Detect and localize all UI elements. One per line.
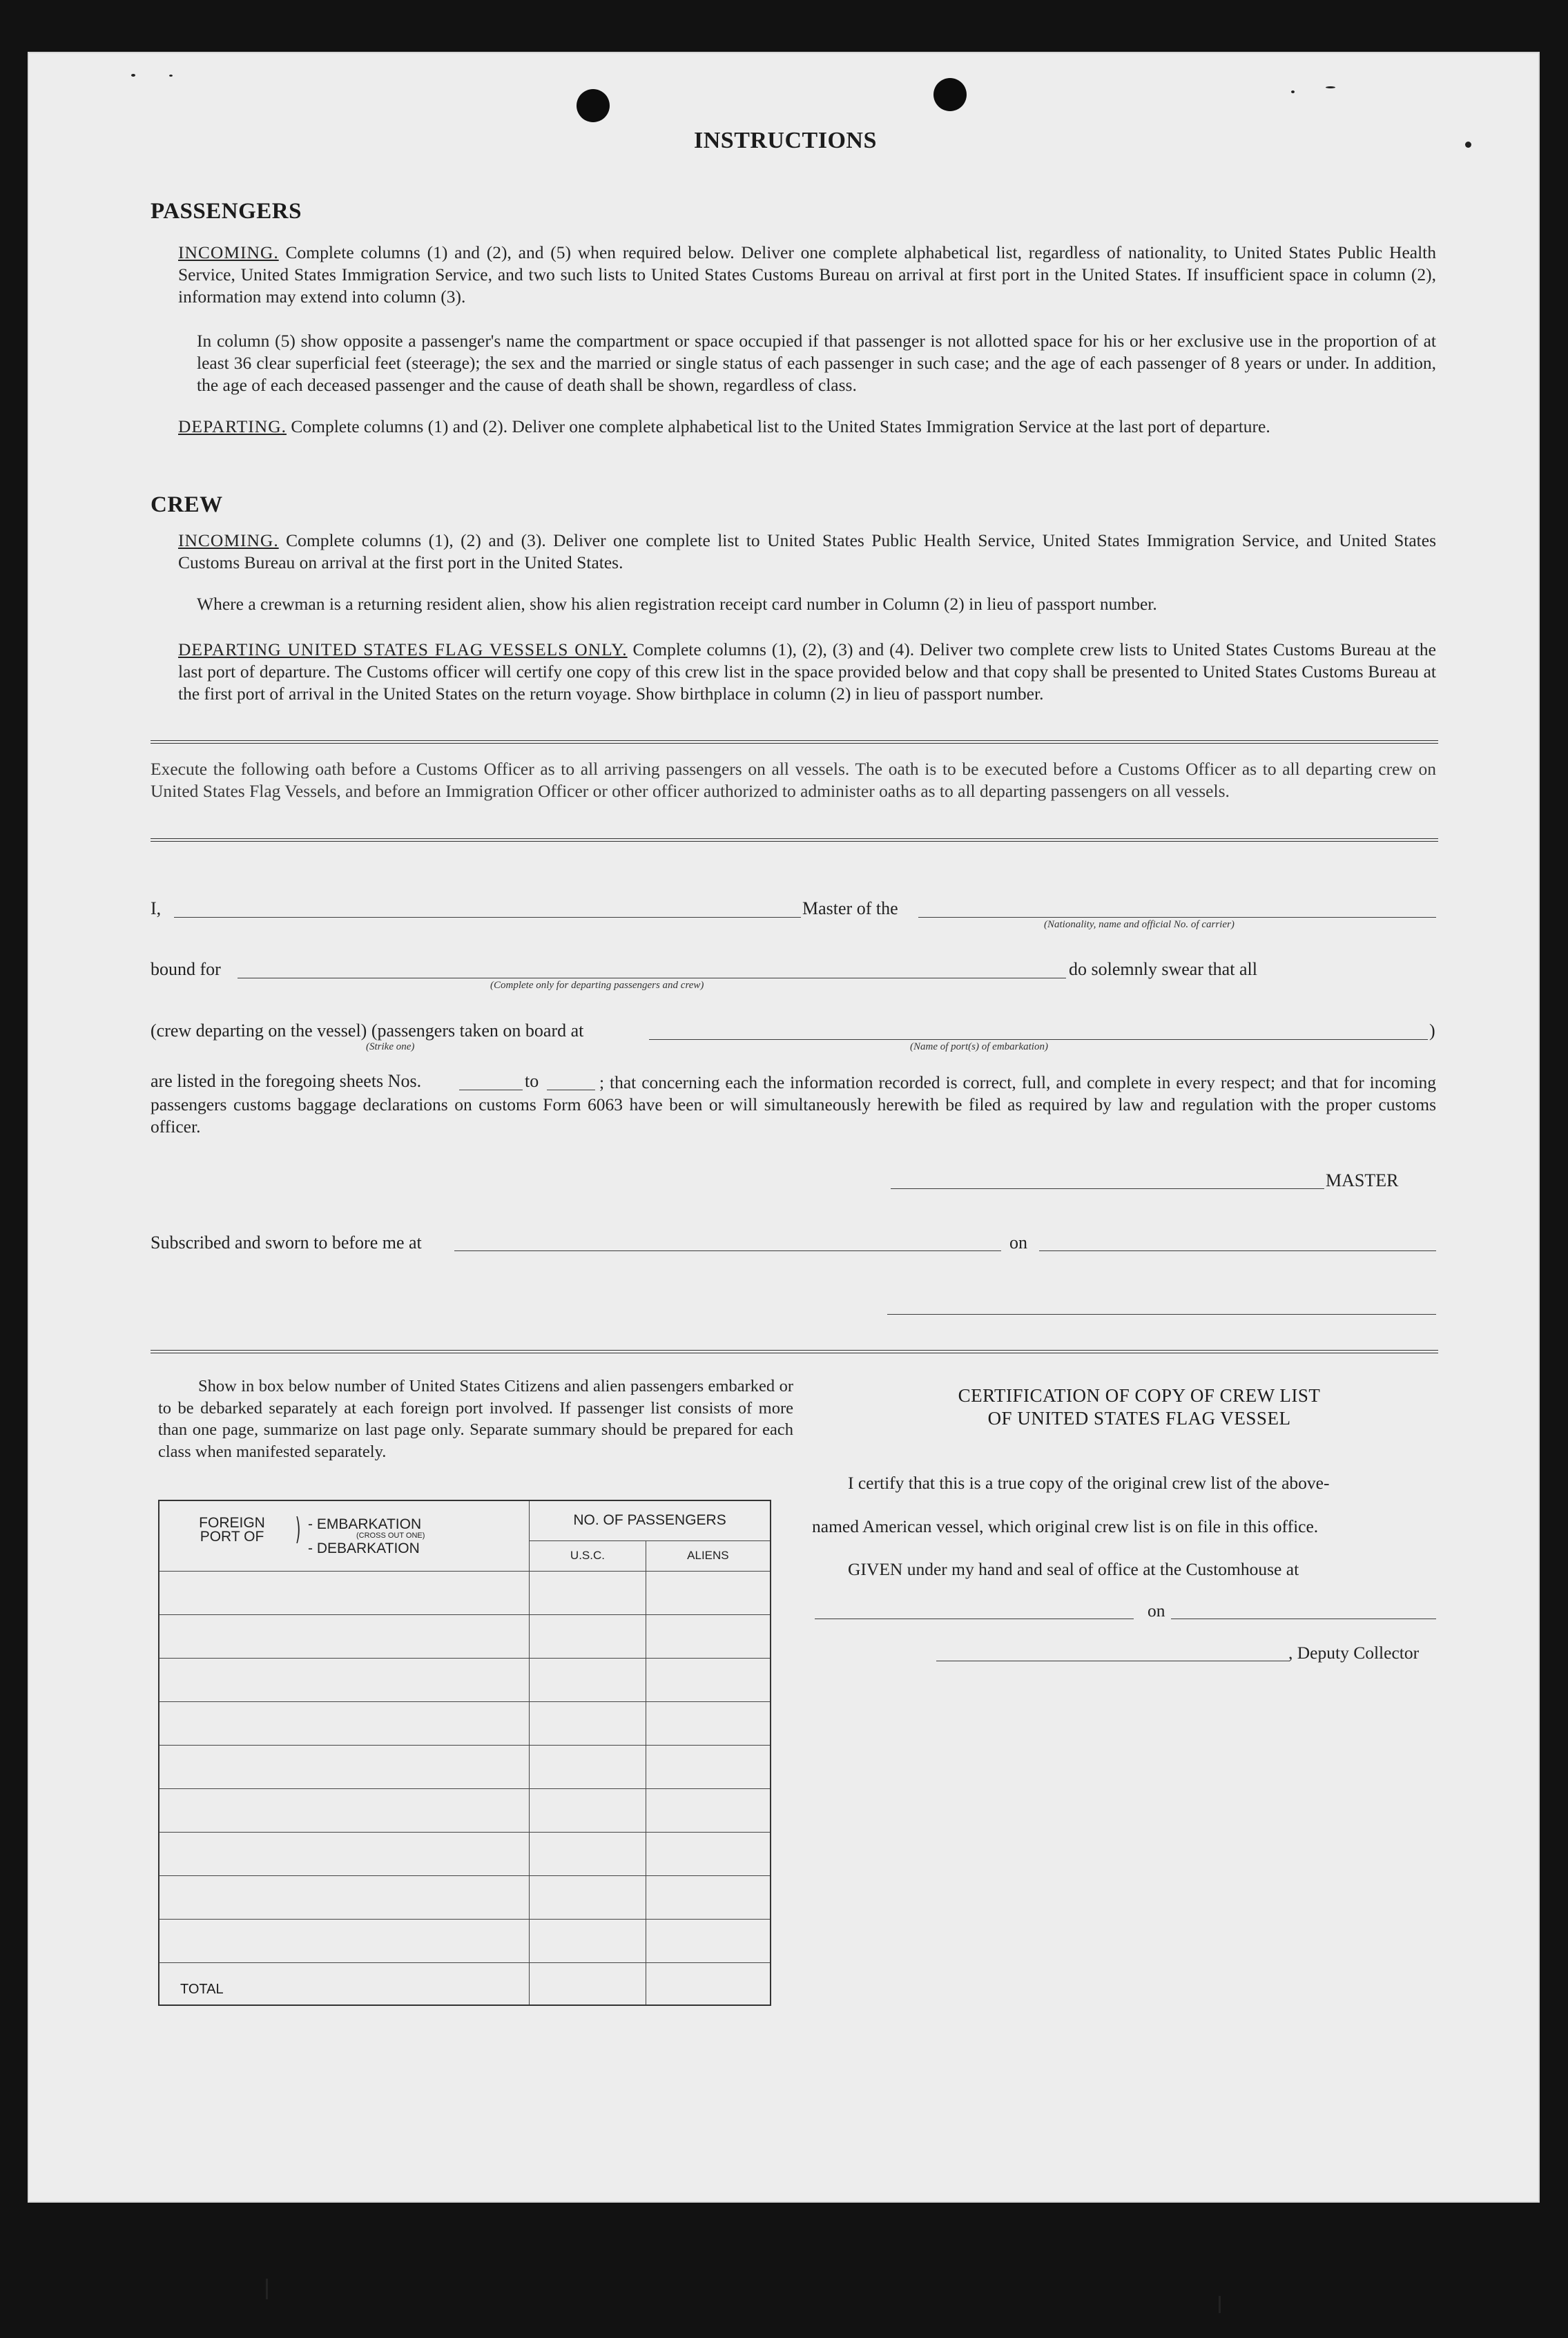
subscribed-label: Subscribed and sworn to before me at	[151, 1233, 422, 1253]
brace-icon: )	[295, 1511, 301, 1547]
deputy-label: , Deputy Collector	[1288, 1643, 1420, 1663]
certification-heading-line-1: CERTIFICATION OF COPY OF CREW LIST	[958, 1385, 1321, 1406]
aliens-cell[interactable]	[646, 1788, 771, 1832]
aliens-cell[interactable]	[646, 1614, 771, 1658]
cross-out-label: (CROSS OUT ONE)	[356, 1532, 425, 1540]
oath-i-label: I,	[151, 898, 162, 918]
port-cell[interactable]	[159, 1788, 530, 1832]
aliens-cell[interactable]	[646, 1701, 771, 1745]
certify-line-1: I certify that this is a true copy of the original crew list of the above-	[848, 1473, 1330, 1493]
usc-cell[interactable]	[530, 1788, 646, 1832]
crew-departing-label: (crew departing on the vessel) (passengers taken on board at	[151, 1021, 584, 1041]
port-cell[interactable]	[159, 1658, 530, 1701]
certify-line-2: named American vessel, which original crew list is on file in this office.	[812, 1516, 1319, 1536]
punch-hole	[577, 89, 610, 122]
oath-intro: Execute the following oath before a Customs Officer as to all arriving passengers on all vessels. The oath is to be executed before a Customs Officer as to all departing crew on United States Flag Vessels, and before an Immigration Officer or other officer authorized to administer oaths as to all departing passengers on all vessels.	[151, 759, 1436, 801]
section-divider	[151, 1350, 1438, 1353]
table-row	[159, 1571, 771, 1614]
master-name-field[interactable]	[174, 917, 801, 918]
crew-incoming-paragraph	[178, 530, 1436, 574]
port-cell[interactable]	[159, 1832, 530, 1875]
officer-signature-field[interactable]	[887, 1314, 1436, 1315]
aliens-total-cell[interactable]	[646, 1962, 771, 2005]
aliens-cell[interactable]	[646, 1745, 771, 1788]
strike-caption: (Strike one)	[366, 1041, 415, 1052]
certify-on-label: on	[1148, 1601, 1165, 1621]
crew-incoming-text: Complete columns (1), (2) and (3). Deliver one complete list to United States Public Health Service, United States Immigration Service, and United States Customs Bureau on arrival at the first port in the United States.	[178, 530, 1437, 572]
sheets-label: are listed in the foregoing sheets Nos.	[151, 1071, 422, 1091]
passengers-departing-lead: DEPARTING.	[178, 416, 287, 436]
bound-for-label: bound for	[151, 959, 221, 979]
total-label: TOTAL	[159, 1962, 530, 2005]
passengers-departing-text: Complete columns (1) and (2). Deliver one complete alphabetical list to the United States Immigration Service at the last port of departure.	[291, 416, 1270, 436]
port-cell[interactable]	[159, 1701, 530, 1745]
table-row	[159, 1658, 771, 1701]
table-row	[159, 1614, 771, 1658]
port-caption: (Name of port(s) of embarkation)	[910, 1041, 1048, 1052]
page-title: INSTRUCTIONS	[694, 128, 877, 153]
section-divider	[151, 838, 1438, 842]
port-field[interactable]	[649, 1039, 1428, 1040]
aliens-column-header: ALIENS	[646, 1540, 771, 1571]
debarkation-label: - DEBARKATION	[308, 1540, 420, 1556]
port-column-header	[159, 1500, 530, 1571]
crew-departing-lead: DEPARTING UNITED STATES FLAG VESSELS ONLY.	[178, 639, 628, 659]
summary-instructions: Show in box below number of United States Citizens and alien passengers embarked or to be debarked separately at each foreign port involved. If passenger list consists of more than one page, summarize on last page only. Separate summary should be prepared for each class when manifested separately.	[158, 1377, 793, 1461]
close-paren: )	[1429, 1021, 1435, 1041]
crew-departing-text: Complete columns (1), (2), (3) and (4). Deliver two complete crew lists to United States Customs Bureau at the last port of departure. The Customs officer will certify one copy of this crew list in the space provided below and that copy shall be presented to United States Customs Bureau at the first port of arrival in the United States on the return voyage. Show birthplace in column (2) in lieu of passport number.	[178, 639, 1437, 704]
table-row	[159, 1832, 771, 1875]
crew-departing-paragraph	[178, 639, 1436, 705]
aliens-cell[interactable]	[646, 1919, 771, 1962]
given-line: GIVEN under my hand and seal of office at the Customhouse at	[848, 1559, 1299, 1579]
crew-heading: CREW	[151, 492, 223, 517]
aliens-cell[interactable]	[646, 1875, 771, 1919]
port-cell[interactable]	[159, 1875, 530, 1919]
usc-cell[interactable]	[530, 1919, 646, 1962]
sheets-to-label: to	[525, 1071, 539, 1091]
swear-label: do solemnly swear that all	[1069, 959, 1257, 979]
passengers-incoming-paragraph	[178, 242, 1436, 308]
foreign-port-label: FOREIGN PORT OF	[199, 1515, 265, 1545]
passengers-heading: PASSENGERS	[151, 199, 302, 224]
usc-cell[interactable]	[530, 1701, 646, 1745]
aliens-cell[interactable]	[646, 1571, 771, 1614]
usc-cell[interactable]	[530, 1875, 646, 1919]
nationality-caption: (Nationality, name and official No. of carrier)	[1044, 919, 1235, 930]
total-row	[159, 1962, 771, 2005]
punch-hole	[933, 78, 967, 111]
carrier-field[interactable]	[918, 917, 1436, 918]
port-cell[interactable]	[159, 1614, 530, 1658]
sworn-date-field[interactable]	[1039, 1250, 1436, 1251]
port-cell[interactable]	[159, 1745, 530, 1788]
aliens-cell[interactable]	[646, 1658, 771, 1701]
passengers-column5-paragraph: In column (5) show opposite a passenger's name the compartment or space occupied if that passenger is not allotted space for his or her exclusive use in the proportion of at least 36 clear superficial feet (steerage); the sex and the married or single status of each passenger in such case; and the age of each passenger of 8 years or under. In addition, the age of each deceased passenger and the cause of death shall be shown, regardless of class.	[197, 331, 1436, 395]
master-of-label: Master of the	[802, 898, 898, 918]
usc-cell[interactable]	[530, 1745, 646, 1788]
sworn-place-field[interactable]	[454, 1250, 1001, 1251]
crew-incoming-lead: INCOMING.	[178, 530, 279, 550]
sheets-statement: ; that concerning each the information recorded is correct, full, and complete in every respect; and that for incoming passengers customs baggage declarations on customs Form 6063 have been or will simultaneously herewith be filed as required by law and regulation with the proper customs officer.	[151, 1072, 1436, 1137]
passengers-incoming-lead: INCOMING.	[178, 242, 279, 262]
passengers-incoming-text: Complete columns (1) and (2), and (5) when required below. Deliver one complete alphabetical list, regardless of nationality, to United States Public Health Service, United States Immigration Service, and two such lists to United States Customs Bureau on arrival at first port in the United States. If insufficient space in column (2), information may extend into column (3).	[178, 242, 1436, 307]
embarkation-label: - EMBARKATION	[308, 1516, 422, 1532]
table-row	[159, 1919, 771, 1962]
port-cell[interactable]	[159, 1919, 530, 1962]
certification-heading	[829, 1384, 1450, 1430]
crew-resident-paragraph: Where a crewman is a returning resident alien, show his alien registration receipt card number in Column (2) in lieu of passport number.	[197, 594, 1157, 614]
table-row	[159, 1745, 771, 1788]
departing-caption: (Complete only for departing passengers and crew)	[490, 980, 704, 991]
master-signature-field[interactable]	[891, 1188, 1324, 1189]
usc-cell[interactable]	[530, 1832, 646, 1875]
passenger-summary-table	[158, 1500, 771, 2006]
passengers-column-header: NO. OF PASSENGERS	[530, 1500, 771, 1540]
usc-cell[interactable]	[530, 1614, 646, 1658]
table-row	[159, 1701, 771, 1745]
port-cell[interactable]	[159, 1571, 530, 1614]
section-divider	[151, 740, 1438, 744]
usc-cell[interactable]	[530, 1658, 646, 1701]
master-label: MASTER	[1326, 1170, 1399, 1190]
certification-heading-line-2: OF UNITED STATES FLAG VESSEL	[987, 1408, 1291, 1429]
usc-column-header: U.S.C.	[530, 1540, 646, 1571]
table-row	[159, 1788, 771, 1832]
table-row	[159, 1875, 771, 1919]
aliens-cell[interactable]	[646, 1832, 771, 1875]
usc-cell[interactable]	[530, 1571, 646, 1614]
passengers-departing-paragraph	[178, 416, 1436, 438]
usc-total-cell[interactable]	[530, 1962, 646, 2005]
sworn-on-label: on	[1009, 1233, 1027, 1253]
